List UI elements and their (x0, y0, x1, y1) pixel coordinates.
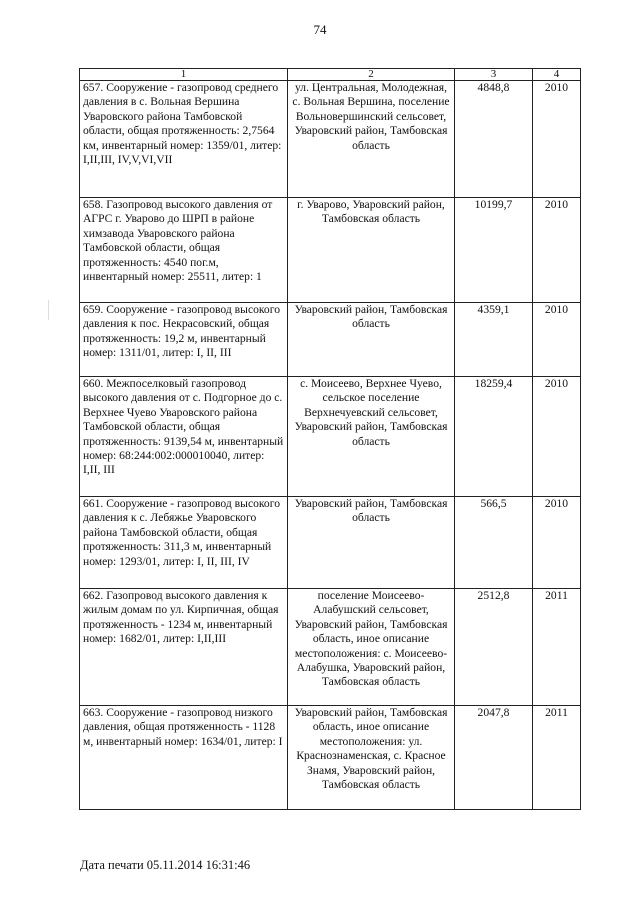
table-row (80, 706, 581, 810)
object-value: 2512,8 (455, 589, 533, 706)
object-value: 18259,4 (455, 377, 533, 497)
object-value: 4848,8 (455, 81, 533, 198)
object-description: 661. Сооружение - газопровод высокого давления к с. Лебяжье Уваровского района Тамбовской области, общая протяженность: 311,3 м, инвентарный номер: 1293/01, литер: I, II, III, IV (80, 497, 288, 589)
column-header: 4 (533, 69, 581, 81)
object-year: 2010 (533, 81, 581, 198)
object-year: 2010 (533, 198, 581, 303)
table-row (80, 497, 581, 589)
object-value: 10199,7 (455, 198, 533, 303)
object-year: 2011 (533, 706, 581, 810)
object-description: 659. Сооружение - газопровод высокого давления к пос. Некрасовский, общая протяженность: 19,2 м, инвентарный номер: 1311/01, литер: I, II, III (80, 303, 288, 377)
object-year: 2011 (533, 589, 581, 706)
column-header: 3 (455, 69, 533, 81)
scan-artifact (48, 300, 49, 320)
object-year: 2010 (533, 377, 581, 497)
column-header: 1 (80, 69, 288, 81)
page-number: 74 (313, 22, 327, 37)
table-row (80, 303, 581, 377)
object-year: 2010 (533, 303, 581, 377)
object-year: 2010 (533, 497, 581, 589)
object-address: с. Моисеево, Верхнее Чуево, сельское поселение Верхнечуевский сельсовет, Уваровский район, Тамбовская область (288, 377, 455, 497)
column-header: 2 (288, 69, 455, 81)
object-description: 657. Сооружение - газопровод среднего давления в с. Вольная Вершина Уваровского района Тамбовской области, общая протяженность: 2,7564 км, инвентарный номер: 1359/01, литер: I,II,III, IV,V,VI,VII (80, 81, 288, 198)
print-date-footer: Дата печати 05.11.2014 16:31:46 (80, 858, 251, 872)
object-address: Уваровский район, Тамбовская область, иное описание местоположения: ул. Краснознаменская, с. Красное Знамя, Уваровский район, Тамбовская область (288, 706, 455, 810)
object-address: поселение Моисеево-Алабушский сельсовет, Уваровский район, Тамбовская область, иное описание местоположения: с. Моисеево-Алабушка, Уваровский район, Тамбовская область (288, 589, 455, 706)
table-row (80, 377, 581, 497)
object-address: Уваровский район, Тамбовская область (288, 303, 455, 377)
object-value: 566,5 (455, 497, 533, 589)
property-registry-table (79, 68, 581, 810)
object-address: ул. Центральная, Молодежная, с. Вольная Вершина, поселение Вольновершинский сельсовет, Уваровский район, Тамбовская область (288, 81, 455, 198)
table-row (80, 589, 581, 706)
table-row (80, 81, 581, 198)
object-description: 658. Газопровод высокого давления от АГРС г. Уварово до ШРП в районе химзавода Уваровского района Тамбовской области, общая протяженность: 4540 пог.м, инвентарный номер: 25511, литер: 1 (80, 198, 288, 303)
object-description: 662. Газопровод высокого давления к жилым домам по ул. Кирпичная, общая протяженность - 1234 м, инвентарный номер: 1682/01, литер: I,II,III (80, 589, 288, 706)
object-address: г. Уварово, Уваровский район, Тамбовская область (288, 198, 455, 303)
object-description: 663. Сооружение - газопровод низкого давления, общая протяженность - 1128 м, инвентарный номер: 1634/01, литер: I (80, 706, 288, 810)
object-description: 660. Межпоселковый газопровод высокого давления от с. Подгорное до с. Верхнее Чуево Уваровского района Тамбовской области, общая протяженность: 9139,54 м, инвентарный номер: 68:244:002:000010040, литер: I,II, III (80, 377, 288, 497)
object-value: 4359,1 (455, 303, 533, 377)
object-value: 2047,8 (455, 706, 533, 810)
object-address: Уваровский район, Тамбовская область (288, 497, 455, 589)
table-row (80, 198, 581, 303)
header-row (80, 69, 581, 81)
